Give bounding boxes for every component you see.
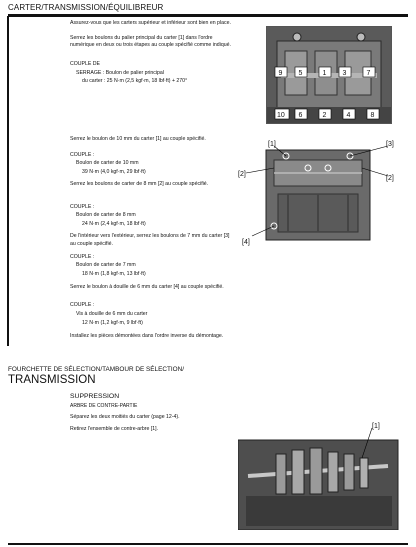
crankcase-bolts-drawing — [238, 138, 400, 248]
callout-countershaft-1: [1] — [372, 423, 380, 430]
crankcase-bolts-photo — [238, 138, 400, 248]
callout-2-left: [2] — [238, 171, 246, 178]
page-header-title: CARTER/TRANSMISSION/ÉQUILIBREUR — [8, 3, 164, 12]
seq-num-1: 1 — [322, 70, 327, 77]
torque2-part: Boulon de carter de 10 mm — [76, 160, 139, 166]
torque1-line2: SERRAGE : Boulon de palier principal — [76, 70, 164, 76]
seq-num-9: 9 — [278, 70, 283, 77]
torque5-part: Vis à douille de 6 mm du carter — [76, 311, 148, 317]
procedure-subhead: ARBRE DE CONTRE-PARTIE — [70, 403, 138, 409]
procedure-subtitle: SUPPRESSION — [70, 393, 120, 400]
seq-num-6: 6 — [298, 112, 303, 119]
seq-num-3: 3 — [342, 70, 347, 77]
torque1-line3: du carter : 25 N·m (2,5 kgf·m, 18 lbf·ft) + 270° — [82, 78, 188, 84]
callout-3: [3] — [386, 141, 394, 148]
torque2-value: 39 N·m (4,0 kgf·m, 29 lbf·ft) — [82, 169, 146, 175]
torque4-label: COUPLE : — [70, 254, 95, 260]
torque5-label: COUPLE : — [70, 302, 95, 308]
callout-4: [4] — [242, 239, 250, 246]
step6-text: Installez les pièces démontées dans l'ordre inverse du démontage. — [70, 333, 224, 339]
section-title: TRANSMISSION — [8, 374, 96, 386]
torque3-value: 24 N·m (2,4 kgf·m, 18 lbf·ft) — [82, 221, 146, 227]
step4-line2: au couple spécifié. — [70, 241, 113, 247]
seq-num-8: 8 — [370, 112, 375, 119]
seq-num-2: 2 — [322, 112, 327, 119]
seq-num-10: 10 — [277, 112, 285, 119]
step1-line2: numérique en deux ou trois étapes au couple spécifié comme indiqué. — [70, 42, 231, 48]
torque3-part: Boulon de carter de 8 mm — [76, 212, 136, 218]
torque4-part: Boulon de carter de 7 mm — [76, 262, 136, 268]
left-margin-rule — [7, 16, 9, 346]
intro-text: Assurez-vous que les carters supérieur et inférieur sont bien en place. — [70, 20, 231, 26]
countershaft-assembly-drawing — [238, 418, 400, 530]
torque4-value: 18 N·m (1,8 kgf·m, 13 lbf·ft) — [82, 271, 146, 277]
crankcase-bolt-sequence-photo — [266, 26, 392, 124]
crankcase-bolt-sequence-drawing — [267, 27, 391, 123]
torque1-label: COUPLE DE — [70, 61, 100, 67]
bottom-step2: Retirez l'ensemble de contre-arbre [1]. — [70, 426, 159, 432]
countershaft-assembly-photo — [238, 418, 400, 530]
torque5-value: 12 N·m (1,2 kgf·m, 9 lbf·ft) — [82, 320, 143, 326]
seq-num-7: 7 — [366, 70, 371, 77]
bottom-step1: Séparez les deux moitiés du carter (page 12-4). — [70, 414, 180, 420]
footer-rule — [8, 543, 408, 545]
step1-line1: Serrez les boulons du palier principal du carter [1] dans l'ordre — [70, 35, 213, 41]
step3-text: Serrez les boulons de carter de 8 mm [2] au couple spécifié. — [70, 181, 209, 187]
seq-num-5: 5 — [298, 70, 303, 77]
torque2-label: COUPLE : — [70, 152, 95, 158]
callout-2-right: [2] — [386, 175, 394, 182]
step2-text: Serrez le boulon de 10 mm du carter [1] au couple spécifié. — [70, 136, 206, 142]
callout-1: [1] — [268, 141, 276, 148]
step5-text: Serrez le boulon à douille de 6 mm du carter [4] au couple spécifié. — [70, 284, 224, 290]
seq-num-4: 4 — [346, 112, 351, 119]
step4-line1: De l'intérieur vers l'extérieur, serrez les boulons de 7 mm du carter [3] — [70, 233, 230, 239]
header-rule — [8, 14, 408, 17]
torque3-label: COUPLE : — [70, 204, 95, 210]
section-label: FOURCHETTE DE SÉLECTION/TAMBOUR DE SÉLECTION/ — [8, 366, 184, 373]
